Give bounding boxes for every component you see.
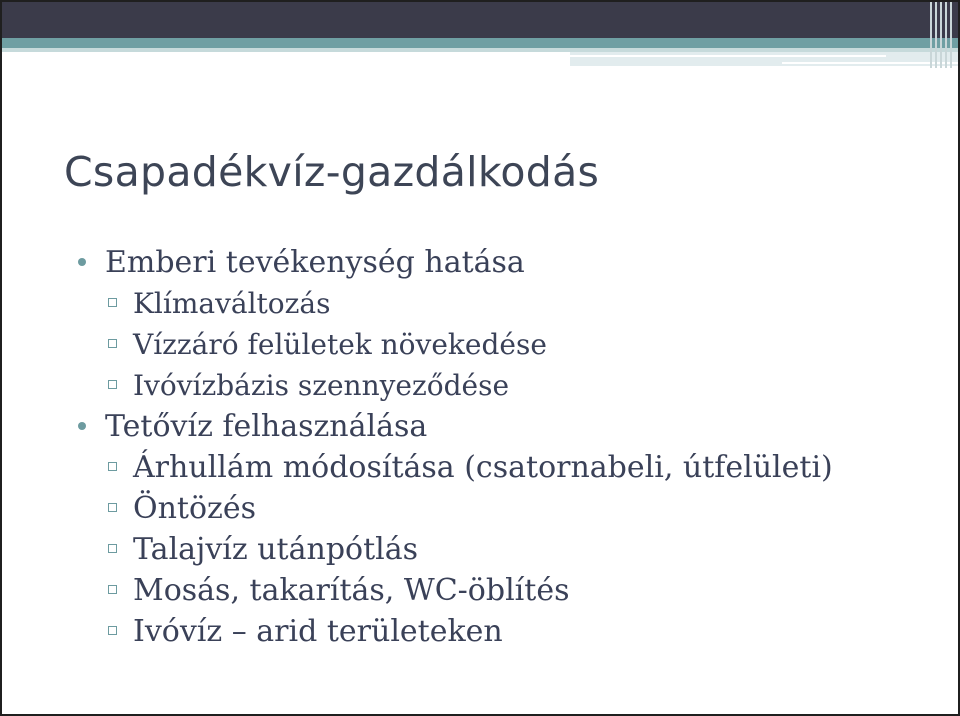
bullet-list: [78, 242, 938, 652]
sub-bullet-item: [78, 283, 938, 324]
round-bullet-icon: [78, 258, 86, 266]
sub-bullet-text: Árhullám módosítása (csatornabeli, útfelületi): [133, 450, 833, 485]
sub-bullet-item: [78, 324, 938, 365]
sub-bullet-text: Ivóvíz – arid területeken: [133, 614, 503, 649]
header-line: [570, 55, 886, 57]
sub-bullet-item: [78, 365, 938, 406]
sub-bullet-text: Klímaváltozás: [133, 287, 331, 320]
sub-bullet-text: Ivóvízbázis szennyeződése: [133, 369, 510, 402]
header-stripes: [930, 2, 952, 68]
bullet-text: Tetővíz felhasználása: [105, 409, 428, 444]
sub-bullet-text: Mosás, takarítás, WC-öblítés: [133, 573, 570, 608]
sub-bullet-item: [78, 570, 938, 611]
header-band-teal: [2, 38, 960, 48]
square-bullet-icon: [108, 339, 117, 348]
square-bullet-icon: [108, 626, 117, 635]
square-bullet-icon: [108, 544, 117, 553]
bullet-item: [78, 242, 938, 283]
square-bullet-icon: [108, 585, 117, 594]
round-bullet-icon: [78, 422, 86, 430]
header-band-dark: [2, 2, 960, 38]
square-bullet-icon: [108, 298, 117, 307]
sub-bullet-item: [78, 529, 938, 570]
square-bullet-icon: [108, 462, 117, 471]
bullet-item: [78, 406, 938, 447]
sub-bullet-item: [78, 488, 938, 529]
sub-bullet-item: [78, 611, 938, 652]
square-bullet-icon: [108, 503, 117, 512]
sub-bullet-text: Vízzáró felületek növekedése: [133, 328, 547, 361]
square-bullet-icon: [108, 380, 117, 389]
slide-title: Csapadékvíz-gazdálkodás: [64, 148, 600, 196]
sub-bullet-text: Talajvíz utánpótlás: [133, 532, 419, 567]
sub-bullet-item: [78, 447, 938, 488]
sub-bullet-text: Öntözés: [133, 491, 256, 526]
bullet-text: Emberi tevékenység hatása: [105, 245, 525, 280]
